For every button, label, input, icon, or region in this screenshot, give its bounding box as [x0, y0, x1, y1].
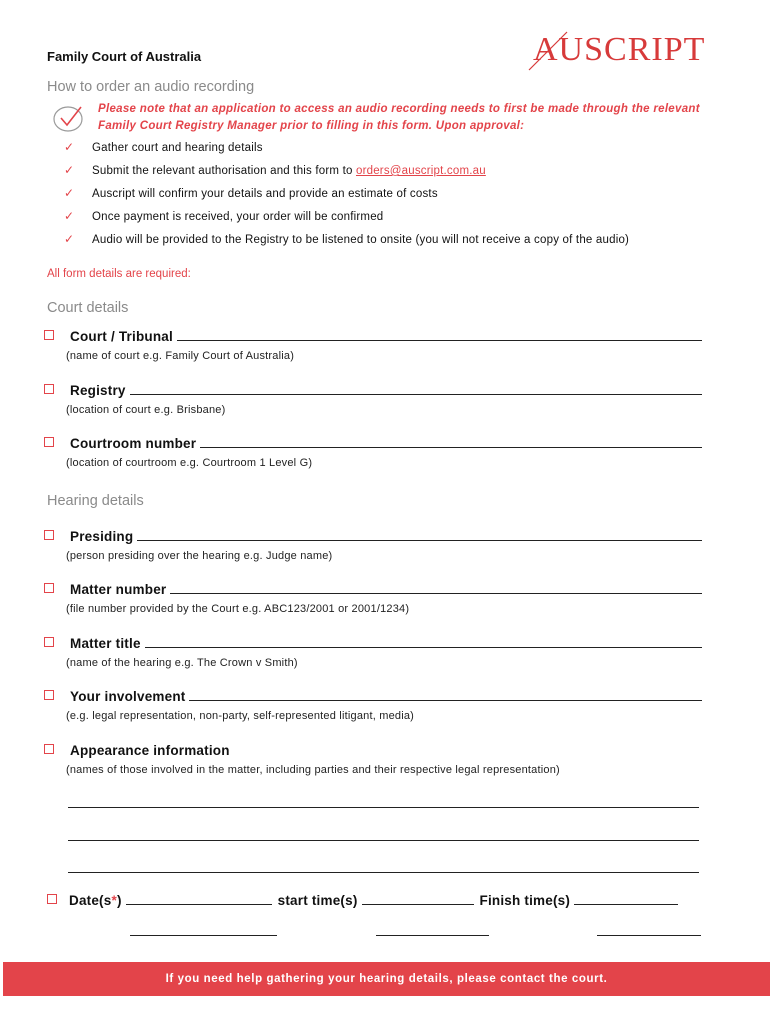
involvement-input[interactable]	[189, 686, 702, 701]
matter-number-field	[42, 577, 702, 615]
step-text: Once payment is received, your order will be confirmed	[92, 211, 384, 223]
field-label: Courtroom number	[70, 436, 197, 451]
square-outline-icon[interactable]	[47, 894, 57, 904]
registry-input[interactable]	[130, 380, 702, 395]
square-outline-icon[interactable]	[44, 690, 54, 700]
registry-field	[42, 378, 702, 416]
checkmark-icon: ✓	[64, 186, 75, 200]
finish-time-input-extra[interactable]	[597, 935, 701, 936]
finish-time-input[interactable]	[574, 890, 678, 905]
circle-check-icon	[52, 103, 84, 133]
start-time-input[interactable]	[362, 890, 474, 905]
courtroom-number-input[interactable]	[200, 433, 702, 448]
appearance-line[interactable]	[68, 872, 699, 873]
square-outline-icon[interactable]	[44, 744, 54, 754]
list-item	[64, 139, 629, 162]
involvement-field	[42, 684, 702, 722]
square-outline-icon[interactable]	[44, 330, 54, 340]
list-item	[64, 162, 629, 185]
square-outline-icon[interactable]	[44, 637, 54, 647]
field-label: Registry	[70, 383, 126, 398]
list-item	[64, 208, 629, 231]
step-text: Audio will be provided to the Registry to be listened to onsite (you will not receive a copy of the audio)	[92, 234, 630, 246]
court-details-title: Court details	[47, 300, 129, 316]
checkmark-icon: ✓	[64, 163, 75, 177]
square-outline-icon[interactable]	[44, 583, 54, 593]
date-label: Date(s*)	[69, 893, 122, 908]
date-input[interactable]	[126, 890, 272, 905]
list-item	[64, 231, 629, 254]
courtroom-number-field	[42, 431, 702, 469]
square-outline-icon[interactable]	[44, 530, 54, 540]
required-note: All form details are required:	[47, 268, 191, 280]
help-footer: If you need help gathering your hearing details, please contact the court.	[3, 962, 770, 996]
checkmark-icon: ✓	[64, 232, 75, 246]
steps-list	[64, 139, 629, 254]
finish-time-label: Finish time(s)	[479, 893, 571, 908]
auscript-logo	[527, 26, 727, 74]
checkmark-icon: ✓	[64, 209, 75, 223]
hearing-details-title: Hearing details	[47, 493, 144, 509]
field-hint: (file number provided by the Court e.g. ABC123/2001 or 2001/1234)	[66, 603, 410, 615]
field-label: Matter number	[70, 582, 167, 597]
field-hint: (location of courtroom e.g. Courtroom 1 Level G)	[66, 457, 313, 469]
approval-notice: Please note that an application to access an audio recording needs to first be made through the relevant Family Court Registry Manager prior to filling in this form. Upon approval:	[98, 103, 700, 132]
matter-number-input[interactable]	[170, 579, 702, 594]
presiding-field	[42, 524, 702, 562]
field-label: Court / Tribunal	[70, 329, 173, 344]
checkmark-icon: ✓	[64, 140, 75, 154]
presiding-input[interactable]	[137, 526, 702, 541]
field-label: Appearance information	[70, 743, 230, 758]
court-tribunal-field	[42, 324, 702, 362]
howto-title: How to order an audio recording	[47, 79, 255, 95]
field-hint: (name of the hearing e.g. The Crown v Smith)	[66, 657, 298, 669]
square-outline-icon[interactable]	[44, 437, 54, 447]
field-label: Presiding	[70, 529, 134, 544]
field-label: Your involvement	[70, 689, 186, 704]
appearance-line[interactable]	[68, 840, 699, 841]
organisation-name: Family Court of Australia	[47, 49, 202, 64]
field-hint: (name of court e.g. Family Court of Australia)	[66, 350, 295, 362]
logo-text: AUSCRIPT	[533, 31, 706, 68]
matter-title-input[interactable]	[145, 633, 702, 648]
email-link[interactable]: orders@auscript.com.au	[355, 165, 486, 177]
date-time-row	[45, 888, 705, 908]
appearance-field	[42, 738, 702, 776]
step-text: Auscript will confirm your details and provide an estimate of costs	[92, 188, 438, 200]
step-text: Submit the relevant authorisation and this form to	[92, 165, 356, 177]
square-outline-icon[interactable]	[44, 384, 54, 394]
date-input-extra[interactable]	[130, 935, 277, 936]
court-tribunal-input[interactable]	[177, 326, 702, 341]
field-label: Matter title	[70, 636, 141, 651]
field-hint: (names of those involved in the matter, including parties and their respective legal representation)	[66, 764, 560, 776]
step-text: Gather court and hearing details	[92, 142, 263, 154]
start-time-input-extra[interactable]	[376, 935, 489, 936]
start-time-label: start time(s)	[277, 893, 358, 908]
field-hint: (person presiding over the hearing e.g. Judge name)	[66, 550, 333, 562]
appearance-line[interactable]	[68, 807, 699, 808]
field-hint: (location of court e.g. Brisbane)	[66, 404, 226, 416]
field-hint: (e.g. legal representation, non-party, self-represented litigant, media)	[66, 710, 415, 722]
matter-title-field	[42, 631, 702, 669]
list-item	[64, 185, 629, 208]
